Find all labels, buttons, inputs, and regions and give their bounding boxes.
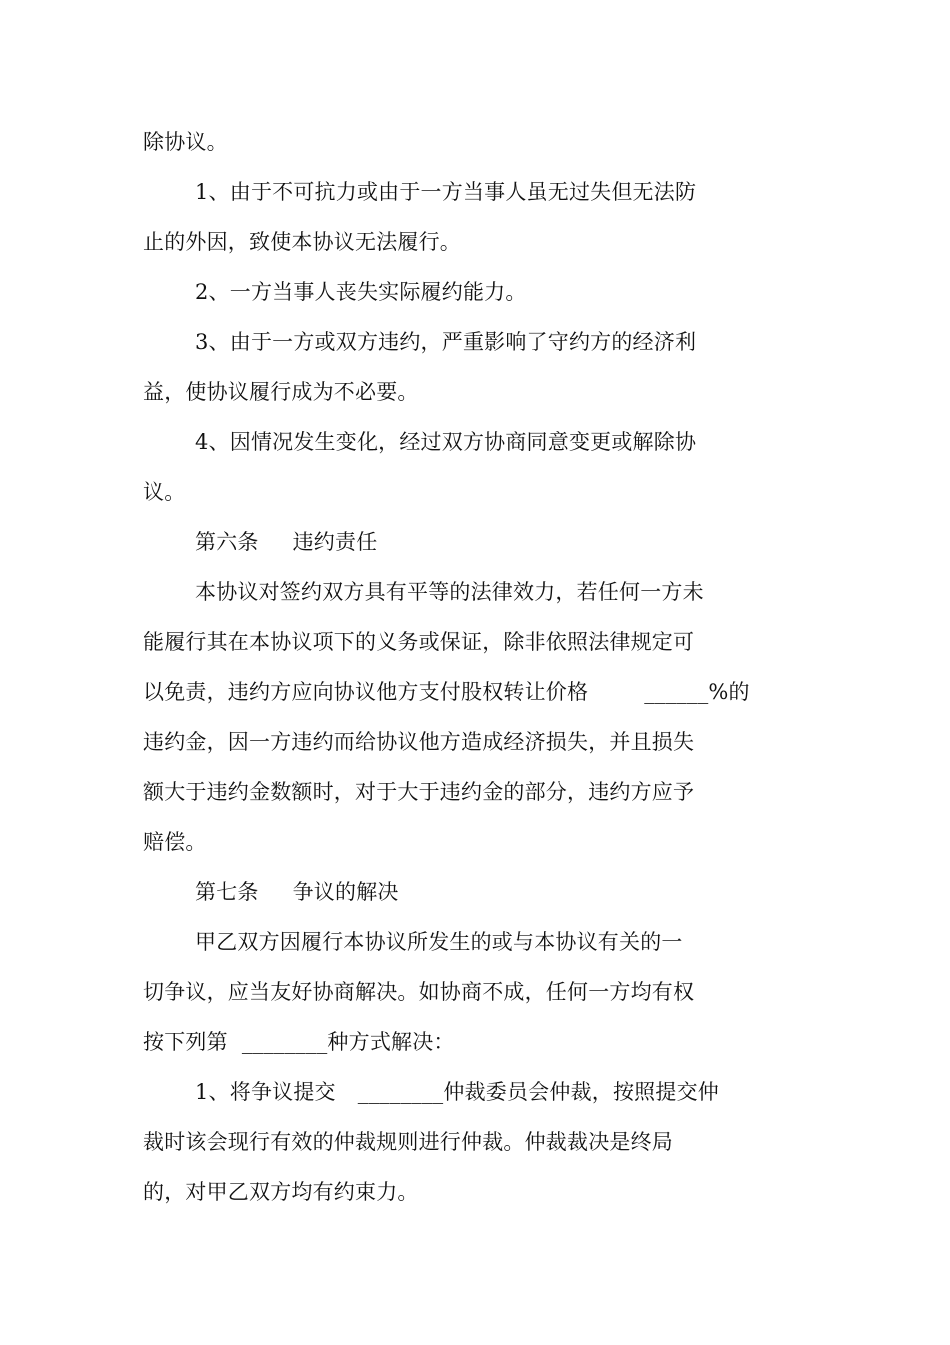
clause-item-1-line-1: 1、由于不可抗力或由于一方当事人虽无过失但无法防	[195, 180, 697, 204]
method-blank-field: ________	[241, 1030, 328, 1054]
text-segment: 1、将争议提交	[195, 1080, 336, 1104]
article-7-paragraph-line-1: 甲乙双方因履行本协议所发生的或与本协议有关的一	[195, 930, 683, 954]
clause-item-3-line-1: 3、由于一方或双方违约，严重影响了守约方的经济利	[195, 330, 697, 354]
article-6-paragraph-line-1: 本协议对签约双方具有平等的法律效力，若任何一方未	[195, 580, 704, 604]
article-6-paragraph-line-3	[143, 677, 750, 707]
clause-item-2: 2、一方当事人丧失实际履约能力。	[195, 280, 527, 304]
article-7-paragraph-line-2: 切争议，应当友好协商解决。如协商不成，任何一方均有权	[143, 980, 695, 1004]
arbitration-item-1-line-3: 的，对甲乙双方均有约束力。	[143, 1180, 419, 1204]
text-segment: 按下列第	[143, 1030, 228, 1054]
article-6-title: 违约责任	[292, 530, 378, 554]
text-line: 除协议。	[143, 130, 228, 154]
article-7-title: 争议的解决	[292, 880, 399, 904]
clause-item-3-line-2: 益，使协议履行成为不必要。	[143, 380, 419, 404]
article-6-paragraph-line-6: 赔偿。	[143, 830, 207, 854]
article-6-paragraph-line-4: 违约金，因一方违约而给协议他方造成经济损失，并且损失	[143, 730, 695, 754]
arbitration-committee-blank-field: ________	[357, 1080, 444, 1104]
article-6-heading	[195, 527, 377, 557]
article-6-paragraph-line-2: 能履行其在本协议项下的义务或保证，除非依照法律规定可	[143, 630, 695, 654]
clause-item-1-line-2: 止的外因，致使本协议无法履行。	[143, 230, 461, 254]
article-7-paragraph-line-3	[143, 1027, 455, 1057]
article-7-heading	[195, 877, 399, 907]
article-6-paragraph-line-5: 额大于违约金数额时，对于大于违约金的部分，违约方应予	[143, 780, 695, 804]
arbitration-item-1-line-2: 裁时该会现行有效的仲裁规则进行仲裁。仲裁裁决是终局	[143, 1130, 673, 1154]
text-segment: 以免责，违约方应向协议他方支付股权转让价格	[143, 680, 589, 704]
article-7-number: 第七条	[195, 880, 259, 904]
clause-item-4-line-1: 4、因情况发生变化，经过双方协商同意变更或解除协	[195, 430, 697, 454]
article-6-number: 第六条	[195, 530, 259, 554]
arbitration-item-1-line-1	[195, 1077, 719, 1107]
text-segment: 仲裁委员会仲裁，按照提交仲	[443, 1080, 719, 1104]
percentage-blank-field: ______%的	[644, 680, 750, 704]
text-segment: 种方式解决：	[327, 1030, 455, 1054]
clause-item-4-line-2: 议。	[143, 480, 186, 504]
